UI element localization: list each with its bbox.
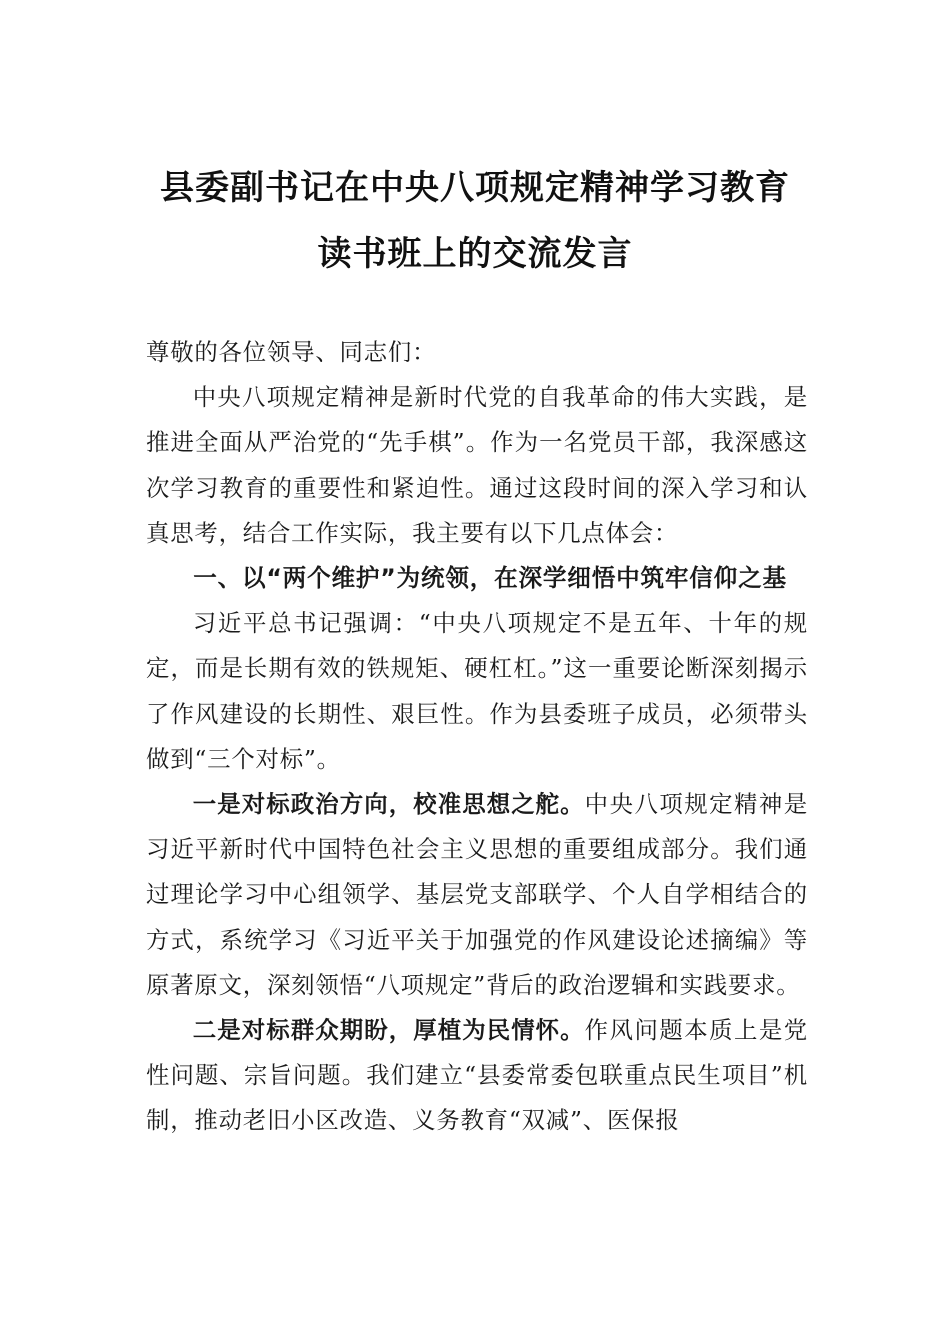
point-2-paragraph xyxy=(146,1008,808,1144)
document-title-line-1: 县委副书记在中央八项规定精神学习教育 xyxy=(160,168,790,208)
document-body xyxy=(146,330,808,1144)
section-1-heading: 一、以“两个维护”为统领，在深学细悟中筑牢信仰之基 xyxy=(193,564,787,593)
salutation: 尊敬的各位领导、同志们： xyxy=(146,338,437,366)
point-2-text: 作风问题本质上是党性问题、宗旨问题。我们建立“县委常委包联重点民生项目”机制，推动老旧小区改造、义务教育“双减”、医保报 xyxy=(146,1016,808,1135)
section-1-paragraph: 习近平总书记强调：“中央八项规定不是五年、十年的规定，而是长期有效的铁规矩、硬杠杠。”这一重要论断深刻揭示了作风建设的长期性、艰巨性。作为县委班子成员，必须带头做到“三个对标”。 xyxy=(146,609,808,773)
point-1-text: 中央八项规定精神是习近平新时代中国特色社会主义思想的重要组成部分。我们通过理论学习中心组领学、基层党支部联学、个人自学相结合的方式，系统学习《习近平关于加强党的作风建设论述摘编》等原著原文，深刻领悟“八项规定”背后的政治逻辑和实践要求。 xyxy=(146,790,808,999)
point-1-lead: 一是对标政治方向，校准思想之舵。 xyxy=(192,790,585,819)
document-title-line-2: 读书班上的交流发言 xyxy=(317,234,633,274)
point-2-lead: 二是对标群众期盼，厚植为民情怀。 xyxy=(192,1016,585,1045)
point-1-paragraph xyxy=(146,782,808,1008)
intro-paragraph: 中央八项规定精神是新时代党的自我革命的伟大实践，是推进全面从严治党的“先手棋”。作为一名党员干部，我深感这次学习教育的重要性和紧迫性。通过这段时间的深入学习和认真思考，结合工作实际，我主要有以下几点体会： xyxy=(146,383,808,547)
